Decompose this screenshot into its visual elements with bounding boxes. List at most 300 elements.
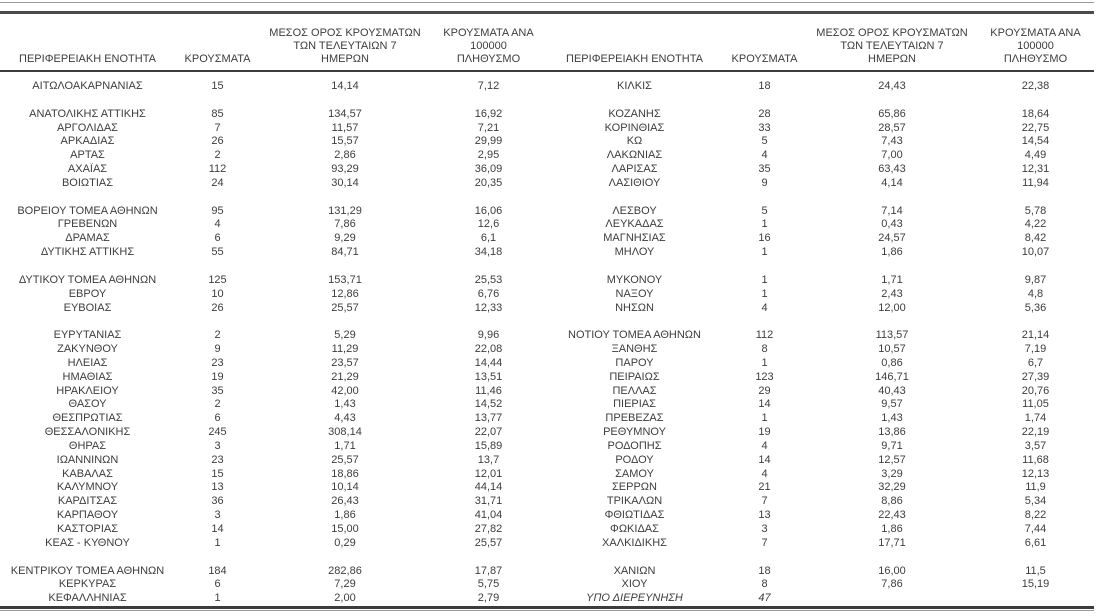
avg7-cell: 24,57 (878, 232, 906, 245)
cases-cell: 6 (214, 232, 221, 245)
avg7-cell: 63,43 (878, 163, 906, 176)
avg7-cell: 84,71 (331, 246, 359, 259)
table-row (0, 163, 547, 177)
region-name-cell: ΝΑΞΟΥ (615, 287, 654, 300)
table-row (547, 302, 1094, 316)
region-name-cell: ΡΟΔΟΥ (615, 453, 654, 466)
table-row (0, 537, 547, 551)
table-row (0, 302, 547, 316)
cases-cell: 14 (211, 523, 224, 535)
spacer-cell (977, 315, 1094, 329)
cases-cell: 9 (761, 176, 768, 189)
per100k-cell: 21,14 (1021, 329, 1050, 342)
region-name-cell: ΚΑΒΑΛΑΣ (62, 467, 113, 480)
region-name-cell: ΕΥΡΥΤΑΝΙΑΣ (53, 329, 122, 342)
table-row (0, 565, 547, 579)
spacer-cell (547, 315, 722, 329)
cases-cell: 19 (211, 370, 224, 383)
per100k-cell: 11,5 (1025, 564, 1046, 577)
region-name-cell: ΛΕΥΚΑΔΑΣ (605, 218, 664, 231)
region-name-cell: ΒΟΙΩΤΙΑΣ (61, 176, 114, 189)
avg7-cell: 282,86 (328, 564, 362, 577)
table-row (547, 371, 1094, 385)
region-name-cell: ΑΝΑΤΟΛΙΚΗΣ ΑΤΤΙΚΗΣ (29, 107, 146, 120)
spacer-cell (977, 260, 1094, 274)
avg7-cell: 18,86 (331, 467, 359, 480)
avg7-cell: 17,71 (878, 536, 906, 549)
cases-cell: 19 (758, 426, 771, 439)
per100k-cell: 7,12 (477, 80, 500, 92)
region-name-cell: ΕΥΒΟΙΑΣ (63, 301, 112, 314)
cases-cell: 1 (761, 412, 768, 425)
avg7-cell: 11,29 (331, 343, 359, 356)
spacer-cell (175, 551, 260, 565)
table-row (547, 205, 1094, 219)
region-name-cell: ΒΟΡΕΙΟΥ ΤΟΜΕΑ ΑΘΗΝΩΝ (17, 204, 158, 217)
per100k-cell: 5,78 (1024, 204, 1047, 217)
region-name-cell: ΥΠΟ ΔΙΕΡΕΥΝΗΣΗ (586, 592, 683, 605)
per100k-cell: 14,44 (474, 356, 503, 369)
table-row (0, 274, 547, 288)
region-name-cell: ΚΟΖΑΝΗΣ (608, 107, 661, 120)
region-name-cell: ΗΛΕΙΑΣ (67, 356, 108, 369)
table-row (0, 288, 547, 302)
cases-cell: 26 (211, 301, 224, 314)
per100k-cell: 31,71 (474, 495, 503, 508)
avg7-cell: 153,71 (328, 273, 362, 286)
spacer-cell (807, 260, 977, 274)
region-name-cell: ΘΑΣΟΥ (68, 398, 107, 411)
cases-cell: 8 (761, 578, 768, 591)
table-row-spacer (0, 260, 547, 274)
region-name-cell: ΠΡΕΒΕΖΑΣ (605, 412, 664, 425)
cases-cell: 112 (755, 329, 774, 342)
col-header-cases: ΚΡΟΥΣΜΑΤΑ (722, 14, 807, 71)
region-name-cell: ΧΙΟΥ (621, 578, 648, 591)
avg7-cell: 0,29 (334, 536, 356, 549)
region-name-cell: ΔΥΤΙΚΗΣ ΑΤΤΙΚΗΣ (40, 246, 135, 259)
cases-cell: 3 (761, 523, 768, 535)
region-name-cell: ΜΗΛΟΥ (614, 246, 655, 259)
spacer-cell (260, 315, 430, 329)
cases-cell: 7 (761, 536, 768, 549)
cases-cell: 245 (208, 426, 227, 439)
table-row (547, 343, 1094, 357)
avg7-cell: 40,43 (878, 384, 906, 397)
spacer-cell (430, 94, 547, 108)
region-name-cell: ΝΗΣΩΝ (615, 301, 654, 314)
table-row (547, 274, 1094, 288)
avg7-cell: 1,86 (881, 523, 903, 535)
per100k-cell: 13,77 (474, 412, 503, 425)
spacer-cell (722, 260, 807, 274)
table-row (547, 135, 1094, 149)
col-header-avg7: ΜΕΣΟΣ ΟΡΟΣ ΚΡΟΥΣΜΑΤΩΝ ΤΩΝ ΤΕΛΕΥΤΑΙΩΝ 7 ΗΜΕΡΩΝ (807, 14, 977, 71)
per100k-cell: 5,36 (1024, 301, 1047, 314)
per100k-cell: 6,1 (480, 232, 497, 245)
avg7-cell: 0,86 (881, 356, 903, 369)
region-name-cell: ΚΕΡΚΥΡΑΣ (58, 578, 117, 591)
per100k-cell: 13,51 (474, 370, 503, 383)
region-name-cell: ΘΕΣΠΡΩΤΙΑΣ (52, 412, 123, 425)
per100k-cell: 7,21 (477, 121, 500, 134)
region-name-cell: ΝΟΤΙΟΥ ΤΟΜΕΑ ΑΘΗΝΩΝ (568, 329, 701, 342)
region-name-cell: ΦΩΚΙΔΑΣ (610, 523, 659, 535)
spacer-cell (722, 94, 807, 108)
spacer-cell (547, 94, 722, 108)
table-row-spacer (547, 191, 1094, 205)
table-row (547, 71, 1094, 94)
avg7-cell: 30,14 (331, 176, 359, 189)
spacer-cell (807, 315, 977, 329)
table-row (0, 329, 547, 343)
cases-cell: 29 (758, 384, 771, 397)
table-row-spacer (547, 94, 1094, 108)
per100k-cell: 41,04 (474, 509, 503, 522)
per100k-cell: 4,22 (1024, 218, 1047, 231)
avg7-cell: 7,43 (881, 135, 903, 148)
cases-cell: 9 (214, 343, 221, 356)
cases-cell: 3 (214, 509, 221, 522)
region-name-cell: ΠΑΡΟΥ (615, 356, 654, 369)
avg7-cell: 134,57 (328, 107, 362, 120)
spacer-cell (430, 260, 547, 274)
per100k-cell: 12,13 (1021, 467, 1050, 480)
table-row-spacer (0, 94, 547, 108)
avg7-cell: 12,86 (331, 287, 359, 300)
avg7-cell: 9,29 (334, 232, 356, 245)
avg7-cell: 7,86 (881, 578, 903, 591)
cases-cell: 23 (211, 356, 224, 369)
avg7-cell: 1,71 (881, 273, 903, 286)
table-row (547, 592, 1094, 606)
avg7-cell: 113,57 (875, 329, 909, 342)
table-row (547, 329, 1094, 343)
region-name-cell: ΛΑΡΙΣΑΣ (611, 163, 658, 176)
spacer-cell (547, 551, 722, 565)
avg7-cell: 308,14 (328, 426, 362, 439)
avg7-cell: 15,57 (331, 135, 359, 148)
spacer-cell (722, 315, 807, 329)
table-row (547, 481, 1094, 495)
per100k-cell: 25,57 (474, 536, 503, 549)
spacer-cell (0, 551, 175, 565)
region-name-cell: ΑΧΑΪΑΣ (67, 163, 108, 176)
avg7-cell: 28,57 (878, 121, 906, 134)
per100k-cell: 8,42 (1024, 232, 1047, 245)
table-row (547, 509, 1094, 523)
cases-cell: 4 (761, 301, 768, 314)
per100k-cell: 12,01 (474, 467, 503, 480)
per100k-cell: 11,94 (1022, 176, 1049, 189)
region-name-cell: ΣΑΜΟΥ (615, 467, 654, 480)
per100k-cell: 2,95 (477, 149, 500, 162)
region-name-cell: ΣΕΡΡΩΝ (612, 481, 657, 494)
avg7-cell: 11,57 (331, 121, 359, 134)
region-name-cell: ΓΡΕΒΕΝΩΝ (57, 218, 118, 231)
spacer-cell (977, 191, 1094, 205)
table-row (0, 122, 547, 136)
avg7-cell: 9,57 (881, 398, 903, 411)
cases-cell: 85 (211, 107, 224, 120)
cases-cell: 4 (761, 149, 768, 162)
spacer-cell (260, 551, 430, 565)
per100k-cell: 3,57 (1024, 439, 1047, 452)
cases-cell: 55 (211, 246, 224, 259)
cases-cell: 47 (758, 592, 771, 605)
cases-cell: 1 (761, 246, 768, 259)
avg7-cell: 1,86 (881, 246, 903, 259)
per100k-cell: 34,18 (474, 246, 503, 259)
table-row (547, 454, 1094, 468)
tables-container (0, 14, 1094, 606)
avg7-cell: 10,14 (331, 481, 359, 494)
per100k-cell: 9,96 (477, 329, 500, 342)
region-name-cell: ΡΕΘΥΜΝΟΥ (603, 426, 666, 439)
region-name-cell: ΜΑΓΝΗΣΙΑΣ (603, 232, 666, 245)
per100k-cell: 18,64 (1021, 107, 1050, 120)
avg7-cell: 42,00 (331, 384, 359, 397)
cases-cell: 1 (761, 273, 768, 286)
table-row (547, 495, 1094, 509)
table-row (547, 440, 1094, 454)
region-name-cell: ΚΙΛΚΙΣ (617, 80, 652, 92)
region-name-cell: ΛΑΚΩΝΙΑΣ (606, 149, 663, 162)
table-row (547, 122, 1094, 136)
top-rule-thin (0, 2, 1094, 3)
table-row (0, 246, 547, 260)
avg7-cell: 2,00 (334, 592, 356, 605)
table-row-spacer (0, 315, 547, 329)
header-row (0, 14, 547, 71)
avg7-cell: 1,43 (881, 412, 903, 425)
avg7-cell: 4,43 (334, 412, 356, 425)
per100k-cell: 20,35 (474, 176, 503, 189)
table-row (0, 232, 547, 246)
per100k-cell: 16,92 (474, 107, 503, 120)
per100k-cell: 15,89 (474, 439, 503, 452)
table-row (0, 412, 547, 426)
region-name-cell: ΚΩ (626, 135, 643, 148)
table-row (0, 71, 547, 94)
table-row (547, 357, 1094, 371)
table-row (547, 218, 1094, 232)
per100k-cell: 25,53 (474, 273, 503, 286)
region-name-cell: ΡΟΔΟΠΗΣ (607, 439, 662, 452)
region-name-cell: ΔΡΑΜΑΣ (65, 232, 110, 245)
table-row (0, 495, 547, 509)
avg7-cell: 1,86 (334, 509, 356, 522)
table-row (0, 523, 547, 537)
spacer-cell (175, 260, 260, 274)
table-row (0, 592, 547, 606)
header-row (547, 14, 1094, 71)
cases-cell: 35 (758, 163, 771, 176)
per100k-cell: 6,76 (477, 287, 500, 300)
col-header-region: ΠΕΡΙΦΕΡΕΙΑΚΗ ΕΝΟΤΗΤΑ (547, 14, 722, 71)
cases-cell: 36 (211, 495, 224, 508)
col-header-region: ΠΕΡΙΦΕΡΕΙΑΚΗ ΕΝΟΤΗΤΑ (0, 14, 175, 71)
region-name-cell: ΑΙΤΩΛΟΑΚΑΡΝΑΝΙΑΣ (32, 80, 143, 92)
table-row (547, 385, 1094, 399)
cases-cell: 13 (758, 509, 771, 522)
cases-cell: 123 (755, 370, 774, 383)
table-row (0, 509, 547, 523)
cases-cell: 4 (214, 218, 221, 231)
cases-cell: 8 (761, 343, 768, 356)
table-row-spacer (0, 551, 547, 565)
region-name-cell: ΦΘΙΩΤΙΔΑΣ (604, 509, 665, 522)
table-row (0, 343, 547, 357)
avg7-cell: 8,86 (881, 495, 903, 508)
spacer-cell (260, 191, 430, 205)
avg7-cell: 25,57 (331, 301, 359, 314)
avg7-cell: 22,43 (878, 509, 906, 522)
table-row (0, 440, 547, 454)
table-row (0, 578, 547, 592)
region-name-cell: ΚΑΛΥΜΝΟΥ (56, 481, 119, 494)
table-row (547, 108, 1094, 122)
per100k-cell: 11,46 (475, 384, 502, 397)
cases-cell: 35 (211, 384, 224, 397)
per100k-cell: 15,19 (1021, 578, 1050, 591)
spacer-cell (0, 260, 175, 274)
per100k-cell: 29,99 (474, 135, 503, 148)
avg7-cell: 23,57 (331, 356, 359, 369)
table-row (0, 218, 547, 232)
per100k-cell: 22,38 (1021, 80, 1050, 92)
cases-cell: 125 (208, 273, 227, 286)
per100k-cell (977, 592, 1094, 606)
table-row-spacer (547, 315, 1094, 329)
per100k-cell: 14,54 (1021, 135, 1050, 148)
table-row (0, 357, 547, 371)
table-row (0, 385, 547, 399)
spacer-cell (175, 94, 260, 108)
avg7-cell: 7,86 (334, 218, 356, 231)
per100k-cell: 27,82 (474, 523, 503, 535)
avg7-cell: 2,43 (881, 287, 903, 300)
region-name-cell: ΞΑΝΘΗΣ (611, 343, 658, 356)
avg7-cell: 7,00 (881, 149, 903, 162)
region-name-cell: ΔΥΤΙΚΟΥ ΤΟΜΕΑ ΑΘΗΝΩΝ (18, 273, 157, 286)
spacer-cell (547, 191, 722, 205)
table-row (547, 537, 1094, 551)
region-name-cell: ΤΡΙΚΑΛΩΝ (606, 495, 663, 508)
avg7-cell (807, 592, 977, 606)
avg7-cell: 2,86 (334, 149, 356, 162)
region-name-cell: ΛΑΣΙΘΙΟΥ (608, 176, 661, 189)
spacer-cell (547, 260, 722, 274)
table-row-spacer (547, 260, 1094, 274)
avg7-cell: 1,43 (334, 398, 356, 411)
col-header-avg7: ΜΕΣΟΣ ΟΡΟΣ ΚΡΟΥΣΜΑΤΩΝ ΤΩΝ ΤΕΛΕΥΤΑΙΩΝ 7 ΗΜΕΡΩΝ (260, 14, 430, 71)
table-row (547, 398, 1094, 412)
per100k-cell: 12,6 (477, 218, 500, 231)
table-row (0, 371, 547, 385)
cases-cell: 33 (758, 121, 771, 134)
per100k-cell: 5,75 (477, 578, 500, 591)
table-row-spacer (547, 551, 1094, 565)
region-name-cell: ΖΑΚΥΝΘΟΥ (57, 343, 118, 356)
col-header-per100k: ΚΡΟΥΣΜΑΤΑ ΑΝΑ 100000 ΠΛΗΘΥΣΜΟ (977, 14, 1094, 71)
avg7-cell: 10,57 (878, 343, 906, 356)
table-row (0, 149, 547, 163)
cases-cell: 6 (214, 578, 221, 591)
spacer-cell (430, 315, 547, 329)
avg7-cell: 3,29 (881, 467, 903, 480)
spacer-cell (807, 94, 977, 108)
avg7-cell: 131,29 (328, 204, 362, 217)
spacer-cell (0, 191, 175, 205)
spacer-cell (807, 191, 977, 205)
per100k-cell: 8,22 (1024, 509, 1047, 522)
table-row (547, 468, 1094, 482)
spacer-cell (977, 94, 1094, 108)
spacer-cell (0, 94, 175, 108)
table-row (0, 205, 547, 219)
region-name-cell: ΑΡΓΟΛΙΔΑΣ (57, 121, 118, 134)
cases-cell: 5 (761, 204, 768, 217)
bottom-rule-thin (0, 610, 1094, 611)
per100k-cell: 27,39 (1021, 370, 1050, 383)
region-name-cell: ΧΑΛΚΙΔΙΚΗΣ (602, 536, 667, 549)
spacer-cell (722, 191, 807, 205)
region-table-right (547, 14, 1094, 606)
col-header-per100k: ΚΡΟΥΣΜΑΤΑ ΑΝΑ 100000 ΠΛΗΘΥΣΜΟ (430, 14, 547, 71)
cases-cell: 112 (208, 163, 227, 176)
table-row (0, 481, 547, 495)
avg7-cell: 65,86 (878, 107, 906, 120)
table-row (547, 412, 1094, 426)
avg7-cell: 15,00 (331, 523, 359, 535)
spacer-cell (260, 94, 430, 108)
per100k-cell: 13,7 (477, 453, 500, 466)
region-name-cell: ΠΕΙΡΑΙΩΣ (609, 370, 660, 383)
avg7-cell: 4,14 (881, 176, 903, 189)
table-row (547, 177, 1094, 191)
cases-cell: 24 (211, 176, 224, 189)
cases-cell: 1 (214, 536, 221, 549)
region-name-cell: ΧΑΝΙΩΝ (613, 564, 656, 577)
col-header-cases: ΚΡΟΥΣΜΑΤΑ (175, 14, 260, 71)
per100k-cell: 16,06 (474, 204, 503, 217)
cases-cell: 2 (214, 329, 221, 342)
cases-cell: 5 (761, 135, 768, 148)
region-name-cell: ΘΗΡΑΣ (68, 439, 107, 452)
avg7-cell: 26,43 (331, 495, 359, 508)
region-name-cell: ΚΑΣΤΟΡΙΑΣ (56, 523, 119, 535)
per100k-cell: 22,75 (1021, 121, 1050, 134)
cases-cell: 23 (211, 453, 224, 466)
region-name-cell: ΚΕΑΣ - ΚΥΘΝΟΥ (45, 536, 130, 549)
cases-cell: 2 (214, 149, 221, 162)
cases-cell: 18 (758, 80, 771, 92)
per100k-cell: 22,08 (474, 343, 503, 356)
table-row-spacer (0, 191, 547, 205)
per100k-cell: 9,87 (1024, 273, 1047, 286)
per100k-cell: 14,52 (474, 398, 503, 411)
cases-cell: 2 (214, 398, 221, 411)
per100k-cell: 22,19 (1021, 426, 1050, 439)
table-row (0, 426, 547, 440)
per100k-cell: 17,87 (474, 564, 503, 577)
bottom-rule-thick (0, 606, 1094, 609)
avg7-cell: 1,71 (334, 439, 356, 452)
cases-cell: 184 (208, 564, 227, 577)
per100k-cell: 4,49 (1024, 149, 1047, 162)
spacer-cell (722, 551, 807, 565)
